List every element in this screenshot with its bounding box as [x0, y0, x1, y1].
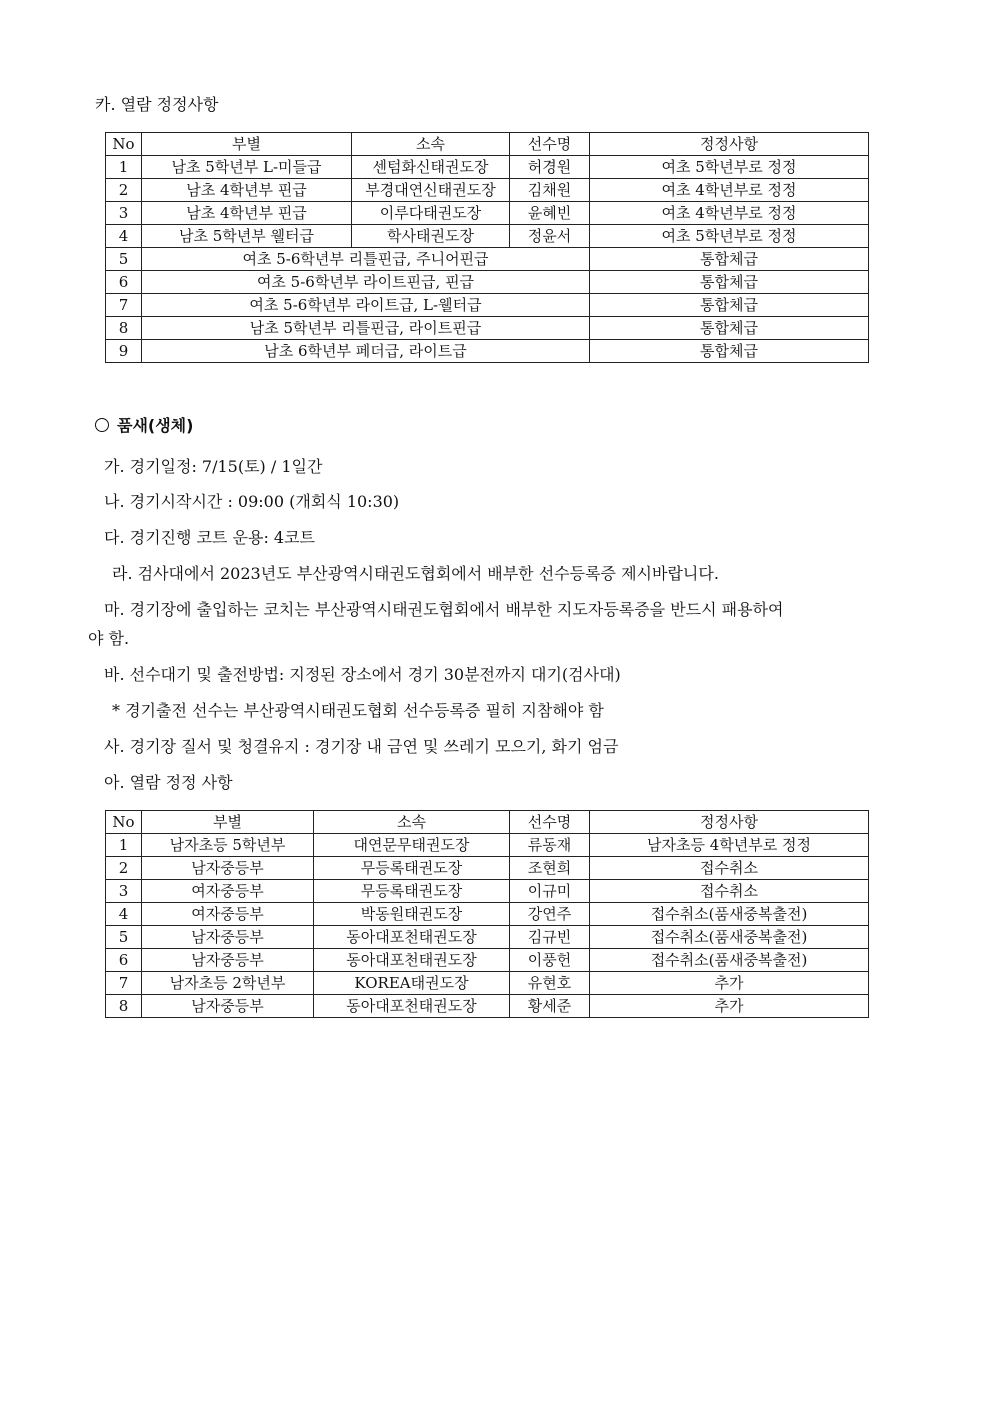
info-line: 야 함. [88, 629, 130, 648]
table-row [106, 926, 869, 949]
cell-affiliation: 센텀화신태권도장 [352, 156, 510, 179]
cell-no: 3 [106, 202, 142, 225]
header-no: No [106, 811, 142, 834]
cell-correction: 통합체급 [590, 317, 869, 340]
cell-correction: 접수취소 [590, 857, 869, 880]
cell-division: 남초 5학년부 L-미들급 [142, 156, 352, 179]
table-row [106, 857, 869, 880]
cell-correction: 접수취소(품새중복출전) [590, 949, 869, 972]
cell-affiliation: 동아대포천태권도장 [314, 995, 510, 1018]
cell-no: 2 [106, 857, 142, 880]
table-row [106, 317, 869, 340]
cell-no: 5 [106, 926, 142, 949]
cell-name: 이규미 [510, 880, 590, 903]
table-row [106, 202, 869, 225]
cell-no: 8 [106, 317, 142, 340]
table-row [106, 903, 869, 926]
cell-correction: 추가 [590, 995, 869, 1018]
cell-division: 남자초등 2학년부 [142, 972, 314, 995]
cell-correction: 접수취소(품새중복출전) [590, 926, 869, 949]
header-division: 부별 [142, 811, 314, 834]
table-row [106, 248, 869, 271]
cell-affiliation: 이루다태권도장 [352, 202, 510, 225]
header-affiliation: 소속 [352, 133, 510, 156]
cell-affiliation: 박동원태권도장 [314, 903, 510, 926]
header-name: 선수명 [510, 811, 590, 834]
cell-correction: 여초 4학년부로 정정 [590, 202, 869, 225]
table-row [106, 340, 869, 363]
header-affiliation: 소속 [314, 811, 510, 834]
cell-correction: 통합체급 [590, 340, 869, 363]
cell-division-merged: 여초 5-6학년부 라이트급, L-웰터급 [142, 294, 590, 317]
cell-name: 윤혜빈 [510, 202, 590, 225]
table-row [106, 995, 869, 1018]
cell-no: 5 [106, 248, 142, 271]
info-note: * 경기출전 선수는 부산광역시태권도협회 선수등록증 필히 지참해야 함 [112, 701, 604, 720]
cell-correction: 접수취소(품새중복출전) [590, 903, 869, 926]
cell-division: 남자중등부 [142, 857, 314, 880]
cell-division-merged: 남초 6학년부 페더급, 라이트급 [142, 340, 590, 363]
cell-name: 김채원 [510, 179, 590, 202]
cell-affiliation: 무등록태권도장 [314, 880, 510, 903]
cell-correction: 여초 5학년부로 정정 [590, 156, 869, 179]
poomsae-title-text: 품새(생체) [117, 416, 194, 435]
table-row [106, 834, 869, 857]
table-row [106, 156, 869, 179]
cell-correction: 통합체급 [590, 271, 869, 294]
cell-affiliation: 부경대연신태권도장 [352, 179, 510, 202]
correction-table-1 [105, 132, 869, 363]
cell-no: 4 [106, 225, 142, 248]
cell-affiliation: 동아대포천태권도장 [314, 949, 510, 972]
cell-no: 9 [106, 340, 142, 363]
cell-name: 조현희 [510, 857, 590, 880]
cell-correction: 통합체급 [590, 248, 869, 271]
header-name: 선수명 [510, 133, 590, 156]
cell-affiliation: 대연문무태권도장 [314, 834, 510, 857]
cell-no: 4 [106, 903, 142, 926]
header-no: No [106, 133, 142, 156]
table-header-row [106, 133, 869, 156]
cell-name: 이풍헌 [510, 949, 590, 972]
correction-table-2 [105, 810, 869, 1018]
cell-no: 8 [106, 995, 142, 1018]
table-row [106, 949, 869, 972]
cell-no: 2 [106, 179, 142, 202]
cell-no: 1 [106, 156, 142, 179]
info-line: 나. 경기시작시간 : 09:00 (개회식 10:30) [104, 492, 400, 511]
cell-division: 남초 4학년부 핀급 [142, 179, 352, 202]
cell-division-merged: 남초 5학년부 리틀핀급, 라이트핀급 [142, 317, 590, 340]
table-row [106, 972, 869, 995]
cell-division: 남초 4학년부 핀급 [142, 202, 352, 225]
info-line: 바. 선수대기 및 출전방법: 지정된 장소에서 경기 30분전까지 대기(검사대) [104, 665, 621, 684]
cell-division-merged: 여초 5-6학년부 라이트핀급, 핀급 [142, 271, 590, 294]
cell-affiliation: 학사태권도장 [352, 225, 510, 248]
info-line: 라. 검사대에서 2023년도 부산광역시태권도협회에서 배부한 선수등록증 제시바랍니다. [112, 564, 719, 583]
header-division: 부별 [142, 133, 352, 156]
section-a-title: 아. 열람 정정 사항 [104, 773, 233, 792]
table-row [106, 271, 869, 294]
cell-affiliation: 동아대포천태권도장 [314, 926, 510, 949]
table-row [106, 294, 869, 317]
section-ka-title: 카. 열람 정정사항 [95, 95, 219, 114]
cell-division: 남자중등부 [142, 926, 314, 949]
table-row [106, 179, 869, 202]
info-line: 가. 경기일정: 7/15(토) / 1일간 [104, 457, 323, 476]
cell-no: 7 [106, 294, 142, 317]
cell-name: 정윤서 [510, 225, 590, 248]
cell-affiliation: KOREA태권도장 [314, 972, 510, 995]
table-header-row [106, 811, 869, 834]
cell-affiliation: 무등록태권도장 [314, 857, 510, 880]
cell-correction: 통합체급 [590, 294, 869, 317]
cell-division-merged: 여초 5-6학년부 리틀핀급, 주니어핀급 [142, 248, 590, 271]
cell-no: 3 [106, 880, 142, 903]
header-correction: 정정사항 [590, 133, 869, 156]
cell-division: 남자중등부 [142, 949, 314, 972]
cell-division: 남자초등 5학년부 [142, 834, 314, 857]
cell-no: 7 [106, 972, 142, 995]
cell-division: 여자중등부 [142, 903, 314, 926]
cell-no: 1 [106, 834, 142, 857]
info-line: 마. 경기장에 출입하는 코치는 부산광역시태권도협회에서 배부한 지도자등록증을 반드시 패용하여 [104, 600, 784, 619]
info-line: 다. 경기진행 코트 운용: 4코트 [104, 528, 316, 547]
cell-no: 6 [106, 271, 142, 294]
cell-correction: 접수취소 [590, 880, 869, 903]
cell-correction: 여초 5학년부로 정정 [590, 225, 869, 248]
table-row [106, 225, 869, 248]
cell-name: 강연주 [510, 903, 590, 926]
cell-name: 허경원 [510, 156, 590, 179]
circle-bullet-icon [95, 418, 109, 432]
cell-no: 6 [106, 949, 142, 972]
cell-division: 남초 5학년부 웰터급 [142, 225, 352, 248]
cell-name: 김규빈 [510, 926, 590, 949]
poomsae-section-title [95, 413, 193, 436]
cell-division: 남자중등부 [142, 995, 314, 1018]
cell-name: 류동재 [510, 834, 590, 857]
cell-name: 황세준 [510, 995, 590, 1018]
cell-name: 유현호 [510, 972, 590, 995]
cell-correction: 여초 4학년부로 정정 [590, 179, 869, 202]
table-row [106, 880, 869, 903]
cell-correction: 남자초등 4학년부로 정정 [590, 834, 869, 857]
cell-division: 여자중등부 [142, 880, 314, 903]
header-correction: 정정사항 [590, 811, 869, 834]
cell-correction: 추가 [590, 972, 869, 995]
info-line: 사. 경기장 질서 및 청결유지 : 경기장 내 금연 및 쓰레기 모으기, 화기 엄금 [104, 737, 619, 756]
